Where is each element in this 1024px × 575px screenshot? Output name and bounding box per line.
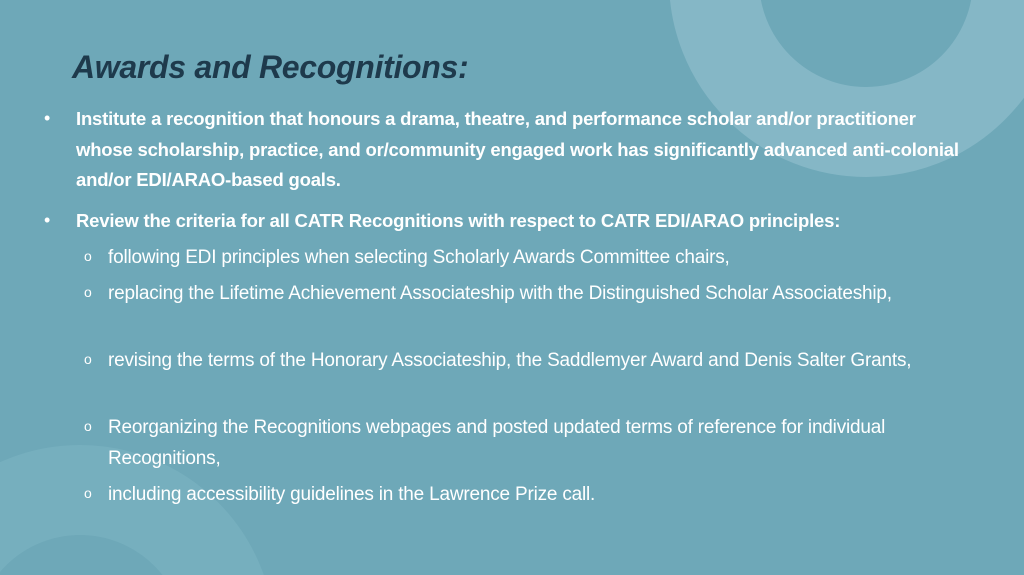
sub-bullet-item: including accessibility guidelines in the Lawrence Prize call. (108, 484, 596, 505)
bullet-marker: • (44, 108, 51, 128)
slide-title: Awards and Recognitions: (72, 49, 469, 85)
bullet-item: Review the criteria for all CATR Recognitions with respect to CATR EDI/ARAO principles: (76, 210, 841, 231)
sub-bullet-marker: o (84, 284, 92, 300)
sub-bullet-marker: o (84, 418, 92, 434)
sub-bullet-item: replacing the Lifetime Achievement Associateship with the Distinguished Scholar Associateship, (108, 283, 892, 304)
bullet-marker: • (44, 210, 51, 230)
sub-bullet-marker: o (84, 351, 92, 367)
sub-bullet-item: Reorganizing the Recognitions webpages and posted updated terms of reference for individual Recognitions, (108, 417, 886, 469)
sub-bullet-marker: o (84, 485, 92, 501)
sub-bullet-marker: o (84, 248, 92, 264)
bullet-item: Institute a recognition that honours a drama, theatre, and performance scholar and/or practitioner whose scholarship, practice, and or/community engaged work has significantly advanced anti-colonial and/or EDI/ARAO-based goals. (76, 108, 959, 190)
sub-bullet-item: revising the terms of the Honorary Associateship, the Saddlemyer Award and Denis Salter Grants, (108, 350, 912, 371)
sub-bullet-item: following EDI principles when selecting Scholarly Awards Committee chairs, (108, 247, 730, 268)
